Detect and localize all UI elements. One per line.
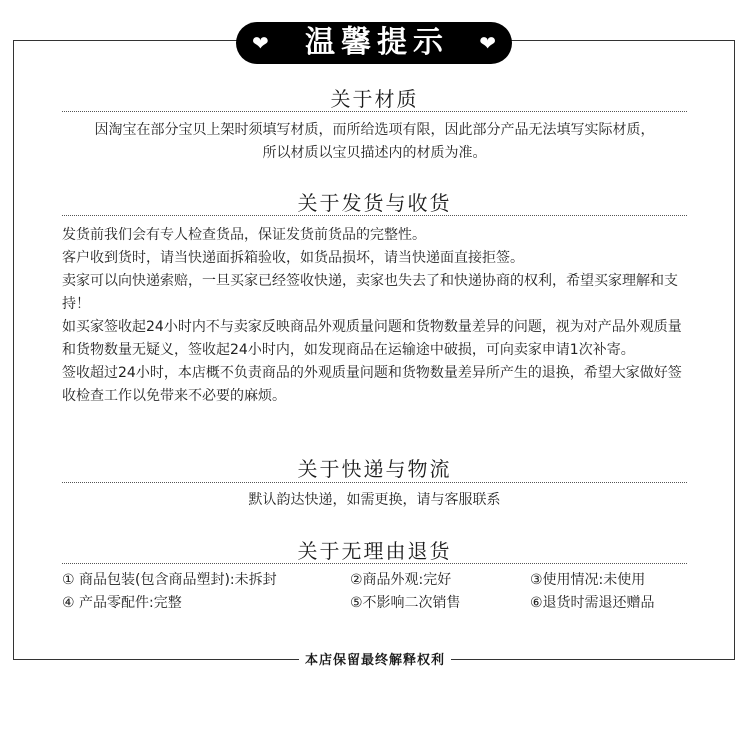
shipping-text [62, 224, 687, 408]
courier-divider [62, 482, 687, 483]
shipping-divider [62, 215, 687, 216]
notice-banner [236, 22, 512, 64]
returns-item-6: ⑥退货时需退还赠品 [530, 595, 655, 611]
returns-item-1: ① 商品包装(包含商品塑封):未拆封 [62, 572, 277, 588]
returns-divider [62, 563, 687, 564]
shipping-paragraph-5: 签收超过24小时，本店概不负责商品的外观质量问题和货物数量差异所产生的退换，希望大家做好签收检查工作以免带来不必要的麻烦。 [62, 365, 682, 404]
material-line-2: 所以材质以宝贝描述内的材质为准。 [262, 145, 487, 161]
material-text [62, 119, 687, 165]
shipping-paragraph-4: 如买家签收起24小时内不与卖家反映商品外观质量问题和货物数量差异的问题，视为对产品外观质量和货物数量无疑义，签收起24小时内，如发现商品在运输途中破损，可向卖家申请1次补寄。 [62, 319, 682, 358]
shipping-section-title: 关于发货与收货 [297, 191, 452, 215]
heart-icon-left: ❤ [252, 31, 269, 55]
material-divider [62, 111, 687, 112]
returns-item-5: ⑤不影响二次销售 [350, 595, 461, 611]
heart-icon-right: ❤ [479, 31, 496, 55]
footer-note [0, 650, 750, 672]
shipping-paragraph-3: 卖家可以向快递索赔，一旦买家已经签收快递，卖家也失去了和快递协商的权利，希望买家理解和支持！ [62, 273, 678, 312]
shipping-paragraph-2: 客户收到货时，请当快递面拆箱验收，如货品损坏，请当快递面直接拒签。 [62, 250, 524, 266]
material-line-1: 因淘宝在部分宝贝上架时须填写材质，而所给选项有限，因此部分产品无法填写实际材质， [94, 122, 655, 138]
returns-section-title: 关于无理由退货 [297, 539, 452, 563]
footer-note-text: 本店保留最终解释权利 [299, 653, 451, 668]
courier-line: 默认韵达快递，如需更换，请与客服联系 [248, 492, 501, 508]
courier-section-title: 关于快递与物流 [297, 457, 452, 481]
returns-item-2: ②商品外观:完好 [350, 572, 452, 588]
returns-item-4: ④ 产品零配件:完整 [62, 595, 182, 611]
banner-title: 温馨提示 [305, 25, 449, 60]
courier-text [62, 489, 687, 512]
shipping-paragraph-1: 发货前我们会有专人检查货品，保证发货前货品的完整性。 [62, 227, 426, 243]
material-section-title: 关于材质 [330, 87, 419, 111]
returns-item-3: ③使用情况:未使用 [530, 572, 646, 588]
